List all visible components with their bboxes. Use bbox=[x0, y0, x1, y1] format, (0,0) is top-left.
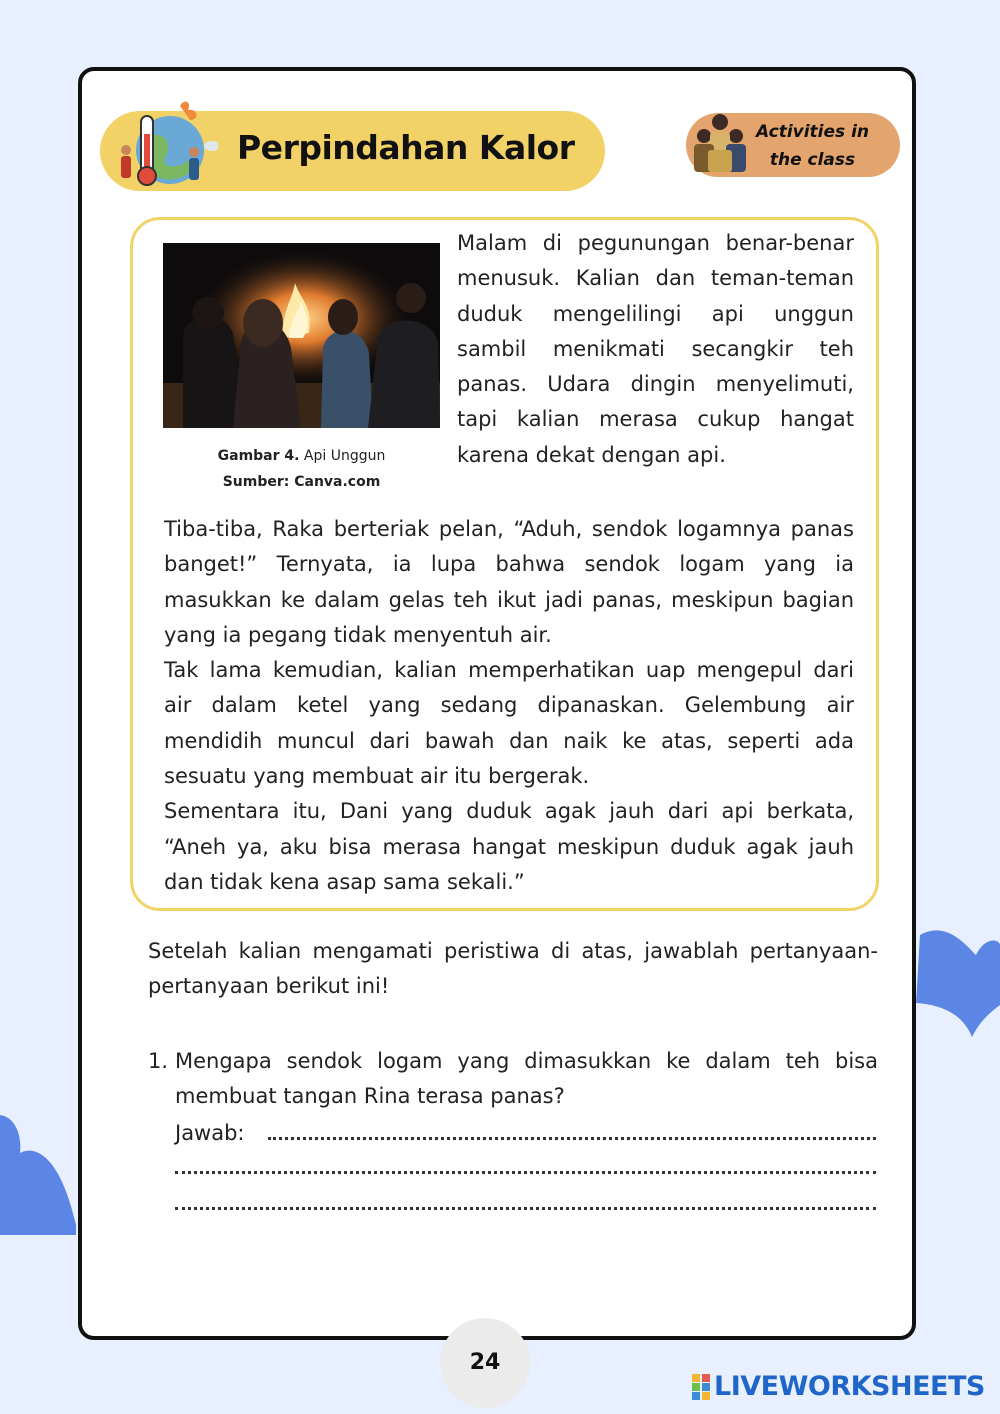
cloud-shape-right bbox=[916, 925, 1000, 1045]
story-paragraph-1: Tiba-tiba, Raka berteriak pelan, “Aduh, sendok logamnya panas banget!” Ternyata, ia lupa bahwa sendok logam yang ia masukkan ke dalam gelas teh ikut jadi panas, meskipun bagian yang ia pegang tidak menyentuh air. bbox=[164, 517, 854, 647]
story-paragraph-2: Tak lama kemudian, kalian memperhatikan uap mengepul dari air dalam ketel yang sedang dipanaskan. Gelembung air mendidih muncul dari bawah dan naik ke atas, seperti ada sesuatu yang membuat air itu bergerak. bbox=[164, 658, 854, 789]
caption-text: Api Unggun bbox=[303, 448, 386, 464]
thermometer-earth-icon bbox=[108, 98, 218, 193]
story-body bbox=[164, 512, 854, 900]
answer-line-2[interactable] bbox=[175, 1171, 876, 1174]
students-group-icon bbox=[690, 110, 750, 176]
answer-line-1[interactable] bbox=[268, 1137, 876, 1140]
campfire-photo bbox=[163, 243, 440, 428]
cloud-shape-left bbox=[0, 1115, 80, 1235]
question-number: 1. bbox=[148, 1049, 169, 1073]
answer-line-3[interactable] bbox=[175, 1207, 876, 1210]
caption-source: Sumber: Canva.com bbox=[222, 474, 381, 490]
liveworksheets-brand: LIVEWORKSHEETS bbox=[714, 1371, 985, 1402]
page-number: 24 bbox=[469, 1350, 501, 1375]
activity-label-line1: Activities in bbox=[755, 122, 870, 142]
figure-caption bbox=[163, 443, 440, 495]
activity-label-line2: the class bbox=[769, 150, 856, 170]
activity-label bbox=[745, 118, 880, 174]
story-intro: Malam di pegunungan benar-benar menusuk. Kalian dan teman-teman duduk mengelilingi api unggun sambil menikmati secangkir teh panas. Udara dingin menyelimuti, tapi kalian merasa cukup hangat karena dekat dengan api. bbox=[457, 231, 854, 467]
story-paragraph-3: Sementara itu, Dani yang duduk agak jauh dari api berkata, “Aneh ya, aku bisa merasa hangat meskipun duduk agak jauh dan tidak kena asap sama sekali.” bbox=[164, 799, 854, 894]
answer-label: Jawab: bbox=[175, 1121, 245, 1145]
question-text: Mengapa sendok logam yang dimasukkan ke dalam teh bisa membuat tangan Rina terasa panas? bbox=[175, 1049, 878, 1109]
liveworksheets-logo-icon bbox=[692, 1374, 710, 1400]
caption-label: Gambar 4. bbox=[217, 448, 300, 464]
instructions: Setelah kalian mengamati peristiwa di atas, jawablah pertanyaan-pertanyaan berikut ini! bbox=[148, 939, 878, 999]
page-title: Perpindahan Kalor bbox=[237, 128, 575, 167]
